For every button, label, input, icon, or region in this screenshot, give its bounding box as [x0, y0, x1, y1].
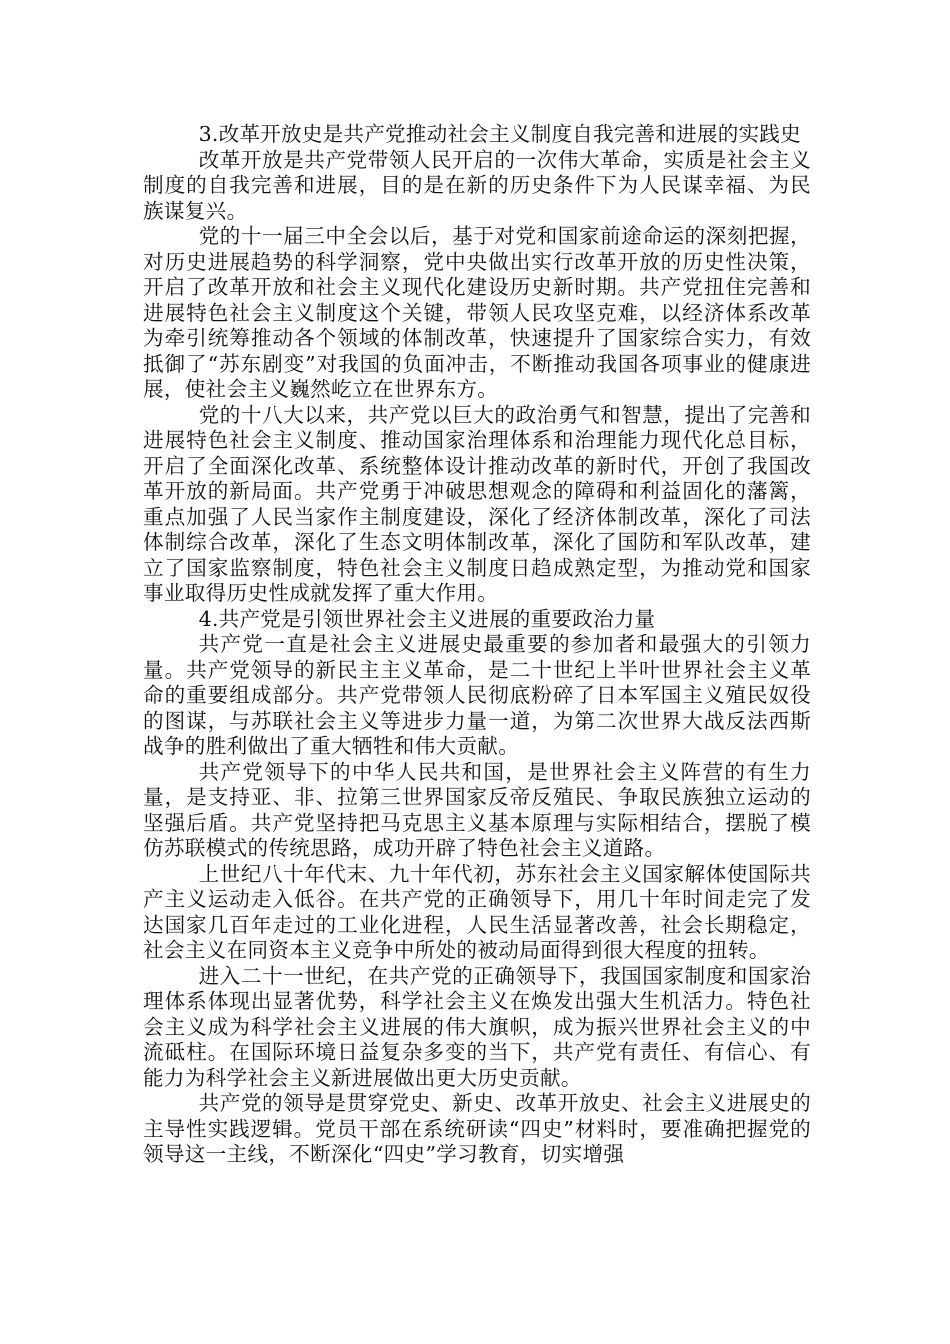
- document-body: [143, 122, 811, 1168]
- body-paragraph: 上世纪八十年代末、九十年代初，苏东社会主义国家解体使国际共产主义运动走入低谷。在共产党的正确领导下，用几十年时间走完了发达国家几百年走过的工业化进程，人民生活显著改善，社会长期稳定，社会主义在同资本主义竞争中所处的被动局面得到很大程度的扭转。: [143, 861, 811, 962]
- body-paragraph: 改革开放是共产党带领人民开启的一次伟大革命，实质是社会主义制度的自我完善和进展，目的是在新的历史条件下为人民谋幸福、为民族谋复兴。: [143, 147, 811, 223]
- body-paragraph: 共产党的领导是贯穿党史、新史、改革开放史、社会主义进展史的主导性实践逻辑。党员干部在系统研读“四史”材料时，要准确把握党的领导这一主线，不断深化“四史”学习教育，切实增强: [143, 1091, 811, 1166]
- body-paragraph: 共产党领导下的中华人民共和国，是世界社会主义阵营的有生力量，是支持亚、非、拉第三世界国家反帝反殖民、争取民族独立运动的坚强后盾。共产党坚持把马克思主义基本原理与实际相结合，摆脱了模仿苏联模式的传统思路，成功开辟了特色社会主义道路。: [143, 759, 811, 860]
- body-paragraph: 党的十八大以来，共产党以巨大的政治勇气和智慧，提出了完善和进展特色社会主义制度、推动国家治理体系和治理能力现代化总目标，开启了全面深化改革、系统整体设计推动改革的新时代，开创了我国改革开放的新局面。共产党勇于冲破思想观念的障碍和利益固化的藩篱，重点加强了人民当家作主制度建设，深化了经济体制改革，深化了司法体制综合改革，深化了生态文明体制改革，深化了国防和军队改革，建立了国家监察制度，特色社会主义制度日趋成熟定型，为推动党和国家事业取得历史性成就发挥了重大作用。: [143, 402, 811, 605]
- body-paragraph: 进入二十一世纪，在共产党的正确领导下，我国国家制度和国家治理体系体现出显著优势，科学社会主义在焕发出强大生机活力。特色社会主义成为科学社会主义进展的伟大旗帜，成为振兴世界社会主义的中流砥柱。在国际环境日益复杂多变的当下，共产党有责任、有信心、有能力为科学社会主义新进展做出更大历史贡献。: [143, 963, 811, 1090]
- section-heading-3: 3.改革开放史是共产党推动社会主义制度自我完善和进展的实践史: [198, 122, 801, 146]
- body-paragraph: 共产党一直是社会主义进展史最重要的参加者和最强大的引领力量。共产党领导的新民主主义革命，是二十世纪上半叶世界社会主义革命的重要组成部分。共产党带领人民彻底粉碎了日本军国主义殖民奴役的图谋，与苏联社会主义等进步力量一道，为第二次世界大战反法西斯战争的胜利做出了重大牺牲和伟大贡献。: [143, 632, 811, 758]
- section-heading-4: 4.共产党是引领世界社会主义进展的重要政治力量: [198, 606, 656, 631]
- body-paragraph: 党的十一届三中全会以后，基于对党和国家前途命运的深刻把握，对历史进展趋势的科学洞察，党中央做出实行改革开放的历史性决策，开启了改革开放和社会主义现代化建设历史新时期。共产党扭住完善和进展特色社会主义制度这个关键，带领人民攻坚克难，以经济体系改革为牵引统筹推动各个领域的体制改革，快速提升了国家综合实力，有效抵御了“苏东剧变”对我国的负面冲击，不断推动我国各项事业的健康进展，使社会主义巍然屹立在世界东方。: [143, 224, 811, 401]
